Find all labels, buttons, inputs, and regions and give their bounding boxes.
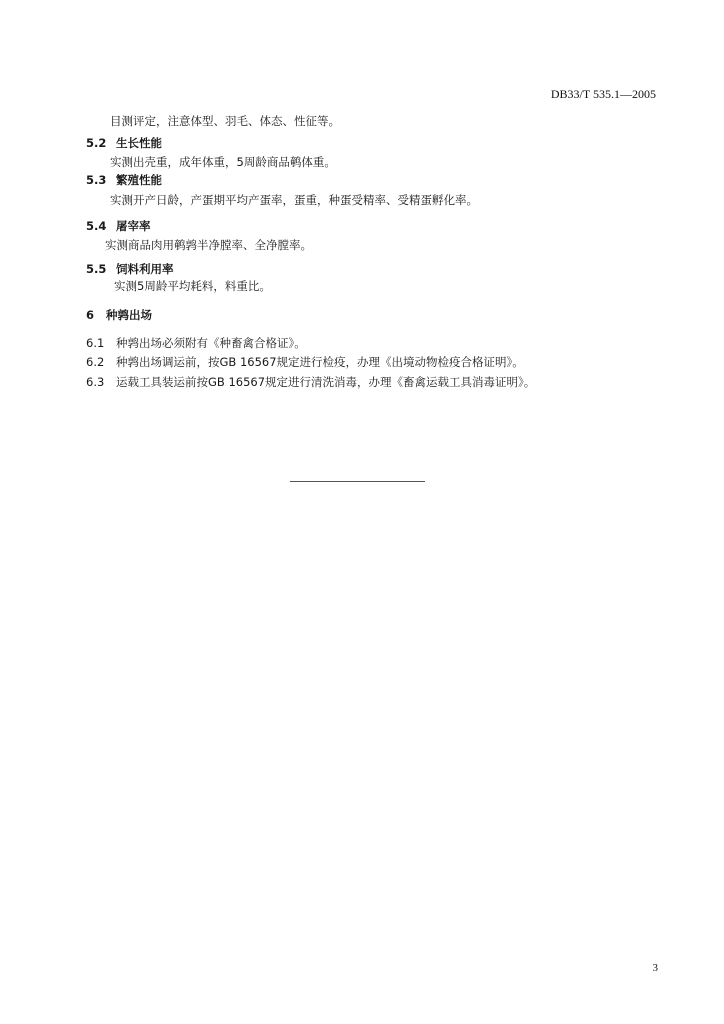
section-5-3-text: 实测开产日龄，产蛋期平均产蛋率，蛋重，种蛋受精率、受精蛋孵化率。 — [110, 193, 478, 207]
section-5-3-heading — [86, 173, 162, 187]
section-number: 6.1 — [86, 336, 105, 350]
page-number: 3 — [652, 962, 658, 974]
section-6-2-item — [86, 355, 524, 369]
section-5-2-text: 实测出壳重，成年体重，5周龄商品鹌体重。 — [110, 155, 336, 169]
section-title: 生长性能 — [116, 136, 162, 150]
section-title: 种鹑出场 — [106, 308, 152, 322]
section-6-heading — [86, 308, 152, 322]
standard-code: DB33/T 535.1—2005 — [550, 87, 656, 101]
visual-evaluation-text: 目测评定，注意体型、羽毛、体态、性征等。 — [110, 114, 340, 128]
section-number: 6 — [86, 308, 95, 322]
section-5-2-heading — [86, 136, 162, 150]
section-number: 5.2 — [86, 136, 107, 150]
section-number: 6.3 — [86, 375, 105, 389]
section-6-3-item — [86, 375, 535, 389]
section-5-4-heading — [86, 219, 151, 233]
item-text: 种鹑出场调运前，按GB 16567规定进行检疫，办理《出境动物检疫合格证明》。 — [116, 355, 524, 369]
item-text: 种鹑出场必须附有《种畜禽合格证》。 — [116, 336, 306, 350]
section-5-4-text: 实测商品肉用鹌鹑半净膛率、全净膛率。 — [105, 238, 312, 252]
section-number: 5.3 — [86, 173, 107, 187]
section-number: 5.4 — [86, 219, 107, 233]
item-text: 运载工具装运前按GB 16567规定进行清洗消毒，办理《畜禽运载工具消毒证明》。 — [116, 375, 536, 389]
section-title: 繁殖性能 — [116, 173, 162, 187]
section-6-1-item — [86, 336, 306, 350]
section-5-5-heading — [86, 262, 174, 276]
section-title: 饲料利用率 — [116, 262, 174, 276]
section-number: 5.5 — [86, 262, 107, 276]
section-number: 6.2 — [86, 355, 105, 369]
section-5-5-text: 实测5周龄平均耗料，料重比。 — [114, 279, 271, 293]
end-of-document-divider — [290, 481, 425, 482]
section-title: 屠宰率 — [116, 219, 151, 233]
